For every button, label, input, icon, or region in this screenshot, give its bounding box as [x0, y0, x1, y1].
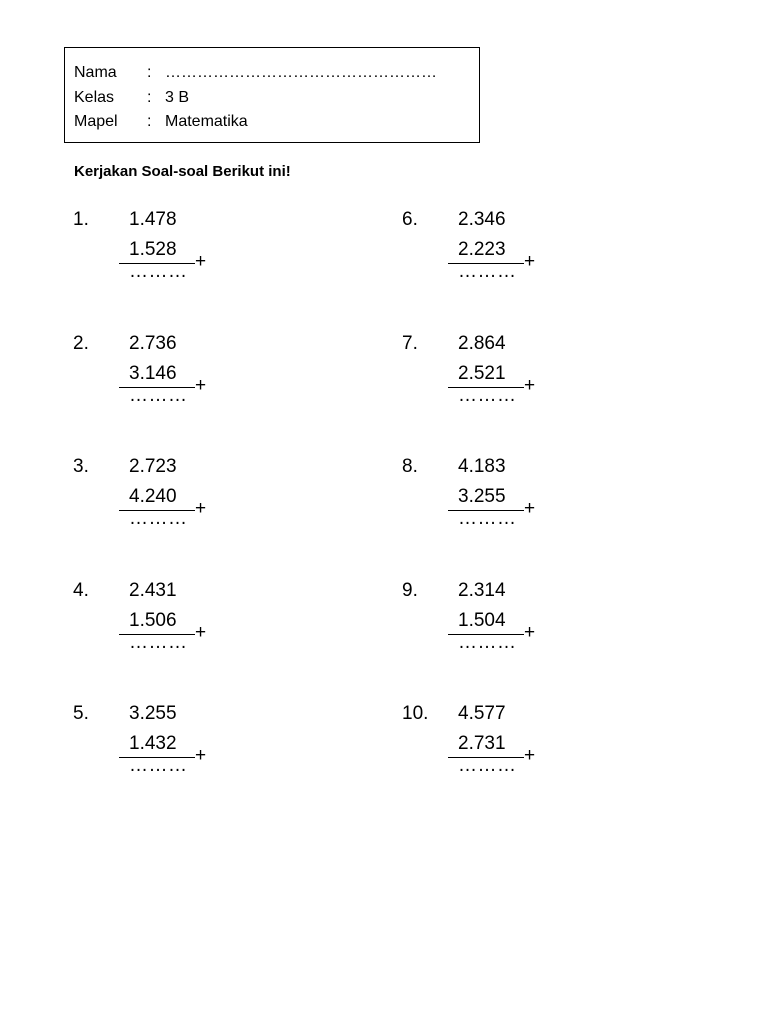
- problem-number: 6.: [402, 209, 418, 230]
- answer-blank: ………: [129, 508, 188, 529]
- second-addend: 2.731: [458, 733, 506, 754]
- first-addend: 2.431: [129, 579, 177, 601]
- second-addend: 3.146: [129, 362, 177, 384]
- first-addend: 2.736: [129, 332, 177, 354]
- answer-blank: ………: [129, 631, 188, 653]
- problem-number: 2.: [73, 332, 89, 354]
- plus-sign: +: [524, 498, 536, 519]
- addition-problem: [402, 579, 602, 669]
- addition-problem: [73, 579, 273, 669]
- class-label: Kelas: [74, 89, 115, 106]
- answer-blank: ………: [129, 261, 188, 282]
- addition-problem: [402, 702, 602, 792]
- problem-number: 7.: [402, 332, 418, 354]
- addition-problem: [73, 455, 273, 545]
- student-info-box: [64, 47, 480, 143]
- subject-value: Matematika: [165, 113, 248, 130]
- problem-number: 5.: [73, 703, 89, 724]
- answer-blank: ………: [129, 384, 188, 406]
- addition-problem: [73, 702, 273, 792]
- plus-sign: +: [195, 498, 207, 519]
- subject-label: Mapel: [74, 113, 118, 130]
- first-addend: 1.478: [129, 209, 177, 230]
- sum-line: [119, 634, 195, 635]
- problem-number: 1.: [73, 209, 89, 230]
- sum-line: [448, 634, 524, 635]
- second-addend: 2.521: [458, 362, 506, 384]
- first-addend: 3.255: [129, 703, 177, 724]
- class-value: 3 B: [165, 89, 190, 106]
- sum-line: [119, 263, 195, 264]
- sum-line: [448, 510, 524, 511]
- plus-sign: +: [195, 621, 207, 643]
- problem-number: 9.: [402, 579, 418, 601]
- plus-sign: +: [524, 251, 536, 272]
- second-addend: 3.255: [458, 486, 506, 507]
- sum-line: [448, 757, 524, 758]
- name-colon: :: [147, 64, 152, 81]
- class-colon: :: [147, 89, 152, 106]
- plus-sign: +: [524, 745, 536, 766]
- first-addend: 2.723: [129, 456, 177, 477]
- answer-blank: ………: [458, 755, 517, 776]
- problem-number: 3.: [73, 456, 89, 477]
- second-addend: 1.506: [129, 609, 177, 631]
- sum-line: [119, 757, 195, 758]
- problem-number: 10.: [402, 703, 429, 724]
- addition-problem: [73, 208, 273, 298]
- first-addend: 4.183: [458, 456, 506, 477]
- problem-number: 4.: [73, 579, 89, 601]
- plus-sign: +: [524, 621, 536, 643]
- answer-blank: ………: [129, 755, 188, 776]
- answer-blank: ………: [458, 261, 517, 282]
- addition-problem: [73, 332, 273, 422]
- plus-sign: +: [195, 251, 207, 272]
- answer-blank: ………: [458, 384, 517, 406]
- first-addend: 2.346: [458, 209, 506, 230]
- sum-line: [448, 263, 524, 264]
- sum-line: [119, 387, 195, 388]
- second-addend: 1.432: [129, 733, 177, 754]
- instruction-text: Kerjakan Soal-soal Berikut ini!: [74, 163, 291, 180]
- answer-blank: ………: [458, 631, 517, 653]
- addition-problem: [402, 208, 602, 298]
- second-addend: 1.504: [458, 609, 506, 631]
- second-addend: 1.528: [129, 239, 177, 260]
- name-blank: ……………………………………………: [165, 64, 437, 81]
- addition-problem: [402, 455, 602, 545]
- first-addend: 2.864: [458, 332, 506, 354]
- answer-blank: ………: [458, 508, 517, 529]
- sum-line: [119, 510, 195, 511]
- first-addend: 4.577: [458, 703, 506, 724]
- plus-sign: +: [195, 374, 207, 396]
- second-addend: 2.223: [458, 239, 506, 260]
- first-addend: 2.314: [458, 579, 506, 601]
- addition-problem: [402, 332, 602, 422]
- plus-sign: +: [195, 745, 207, 766]
- second-addend: 4.240: [129, 486, 177, 507]
- sum-line: [448, 387, 524, 388]
- subject-colon: :: [147, 113, 152, 130]
- plus-sign: +: [524, 374, 536, 396]
- problem-number: 8.: [402, 456, 418, 477]
- name-label: Nama: [74, 64, 117, 81]
